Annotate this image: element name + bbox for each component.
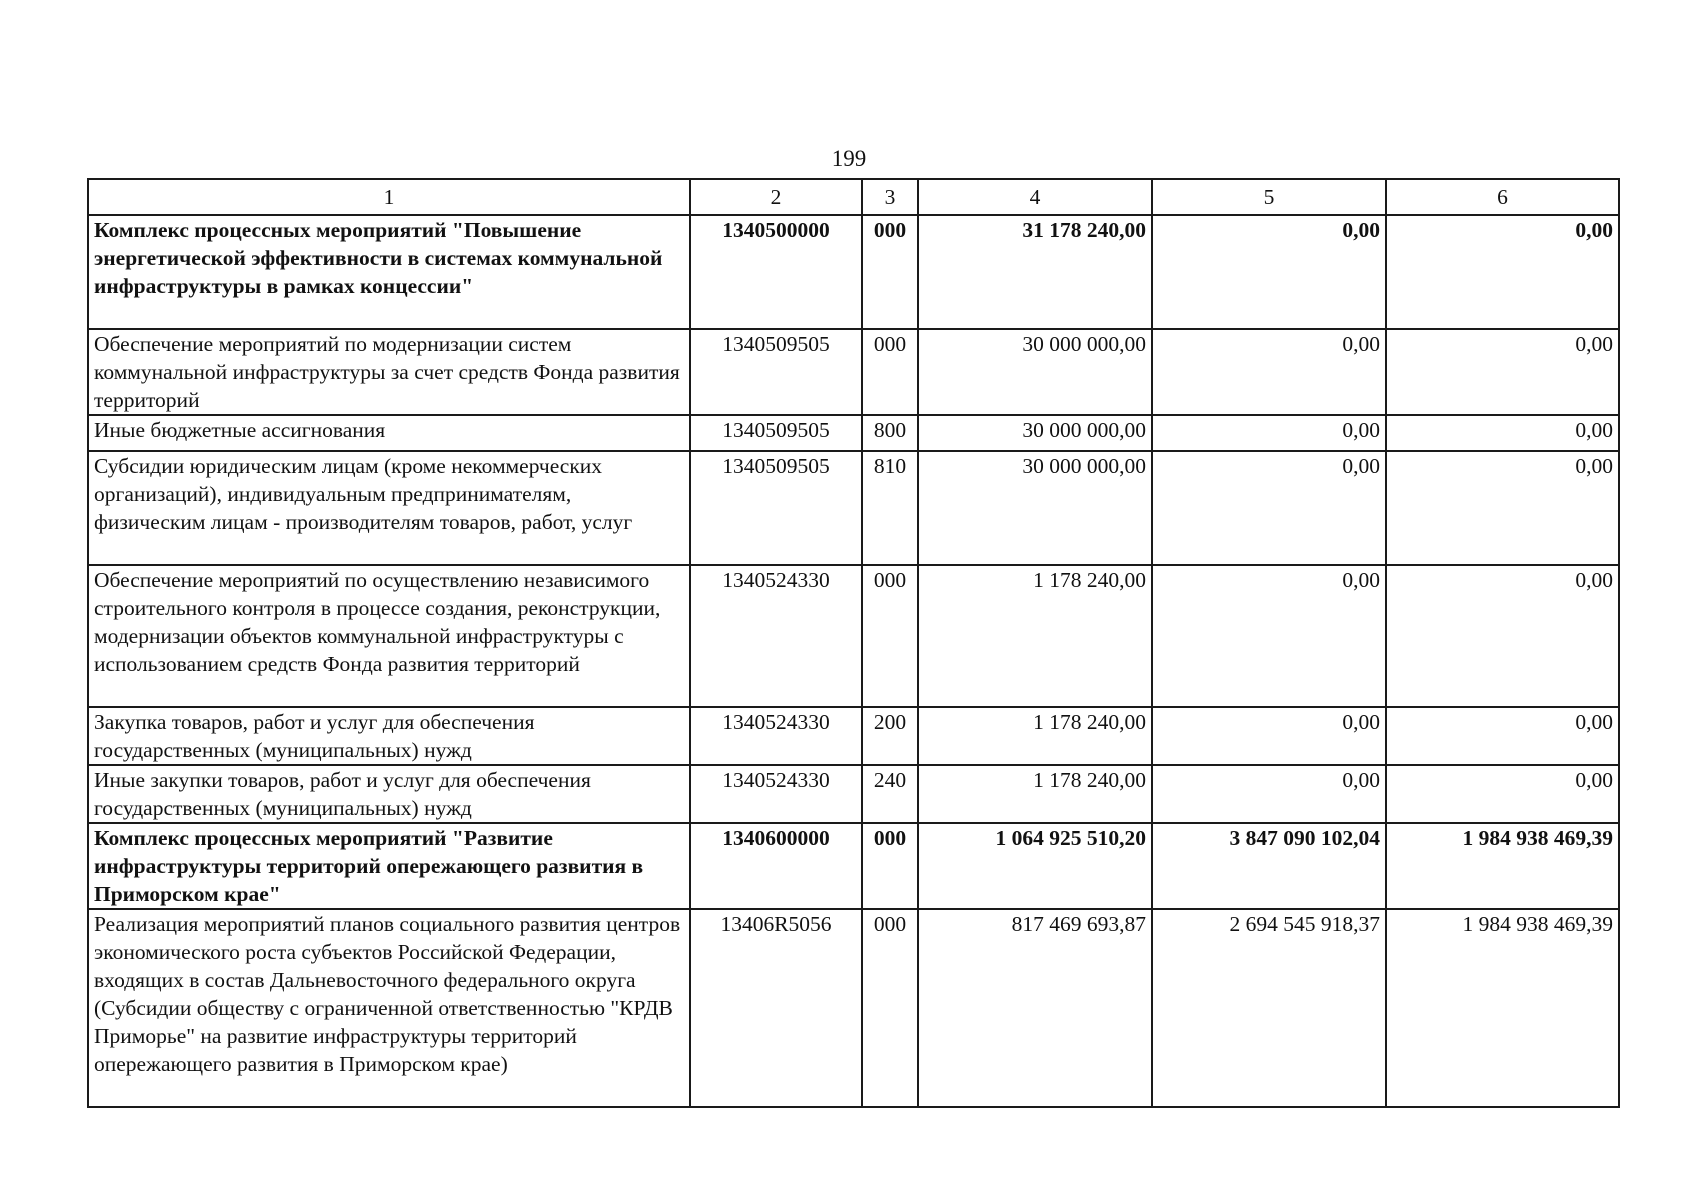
header-cell-5: 5 <box>1152 179 1386 215</box>
row-amount-col5: 0,00 <box>1152 215 1386 329</box>
row-amount-col5: 0,00 <box>1152 451 1386 565</box>
row-name: Закупка товаров, работ и услуг для обеспечения государственных (муниципальных) нужд <box>88 707 690 765</box>
row-amount-col4: 31 178 240,00 <box>918 215 1152 329</box>
row-amount-col5: 3 847 090 102,04 <box>1152 823 1386 909</box>
row-name: Обеспечение мероприятий по осуществлению независимого строительного контроля в процессе создания, реконструкции, модернизации объектов коммунальной инфраструктуры с использованием средств Фонда развития территорий <box>88 565 690 707</box>
row-name: Обеспечение мероприятий по модернизации систем коммунальной инфраструктуры за счет средств Фонда развития территорий <box>88 329 690 415</box>
row-expense-type: 000 <box>862 565 918 707</box>
table-row <box>88 823 1619 909</box>
row-target-code: 1340524330 <box>690 565 862 707</box>
row-expense-type: 000 <box>862 215 918 329</box>
row-target-code: 1340509505 <box>690 329 862 415</box>
row-amount-col6: 0,00 <box>1386 215 1619 329</box>
row-amount-col4: 1 178 240,00 <box>918 765 1152 823</box>
row-amount-col5: 0,00 <box>1152 565 1386 707</box>
budget-table <box>87 178 1620 1108</box>
row-amount-col4: 817 469 693,87 <box>918 909 1152 1107</box>
table-row <box>88 329 1619 415</box>
row-amount-col4: 30 000 000,00 <box>918 451 1152 565</box>
row-name: Реализация мероприятий планов социального развития центров экономического роста субъектов Российской Федерации, входящих в состав Дальневосточного федерального округа (Субсидии обществу с ограниченной ответственностью "КРДВ Приморье" на развитие инфраструктуры территорий опережающего развития в Приморском крае) <box>88 909 690 1107</box>
row-amount-col6: 0,00 <box>1386 565 1619 707</box>
table-row <box>88 415 1619 451</box>
header-cell-2: 2 <box>690 179 862 215</box>
header-cell-3: 3 <box>862 179 918 215</box>
row-name: Комплекс процессных мероприятий "Развитие инфраструктуры территорий опережающего развития в Приморском крае" <box>88 823 690 909</box>
row-name: Иные бюджетные ассигнования <box>88 415 690 451</box>
row-amount-col6: 1 984 938 469,39 <box>1386 909 1619 1107</box>
row-amount-col5: 2 694 545 918,37 <box>1152 909 1386 1107</box>
page-number: 199 <box>831 146 867 171</box>
row-expense-type: 000 <box>862 823 918 909</box>
table-row <box>88 909 1619 1107</box>
header-row <box>88 179 1619 215</box>
row-amount-col4: 30 000 000,00 <box>918 329 1152 415</box>
row-amount-col5: 0,00 <box>1152 329 1386 415</box>
row-amount-col6: 0,00 <box>1386 415 1619 451</box>
table-row <box>88 707 1619 765</box>
table-row <box>88 765 1619 823</box>
row-amount-col5: 0,00 <box>1152 707 1386 765</box>
row-expense-type: 240 <box>862 765 918 823</box>
row-target-code: 1340600000 <box>690 823 862 909</box>
row-name: Комплекс процессных мероприятий "Повышение энергетической эффективности в системах коммунальной инфраструктуры в рамках концессии" <box>88 215 690 329</box>
row-amount-col5: 0,00 <box>1152 415 1386 451</box>
row-amount-col6: 0,00 <box>1386 329 1619 415</box>
row-amount-col6: 0,00 <box>1386 707 1619 765</box>
row-amount-col5: 0,00 <box>1152 765 1386 823</box>
row-amount-col6: 0,00 <box>1386 451 1619 565</box>
row-amount-col6: 0,00 <box>1386 765 1619 823</box>
row-expense-type: 810 <box>862 451 918 565</box>
row-name: Иные закупки товаров, работ и услуг для обеспечения государственных (муниципальных) нужд <box>88 765 690 823</box>
row-amount-col4: 1 178 240,00 <box>918 565 1152 707</box>
row-expense-type: 000 <box>862 909 918 1107</box>
row-target-code: 1340524330 <box>690 765 862 823</box>
row-name: Субсидии юридическим лицам (кроме некоммерческих организаций), индивидуальным предпринимателям, физическим лицам - производителям товаров, работ, услуг <box>88 451 690 565</box>
header-cell-4: 4 <box>918 179 1152 215</box>
row-expense-type: 200 <box>862 707 918 765</box>
row-target-code: 1340524330 <box>690 707 862 765</box>
row-amount-col4: 30 000 000,00 <box>918 415 1152 451</box>
row-amount-col6: 1 984 938 469,39 <box>1386 823 1619 909</box>
row-target-code: 1340509505 <box>690 451 862 565</box>
header-cell-6: 6 <box>1386 179 1619 215</box>
table-row <box>88 215 1619 329</box>
table-row <box>88 451 1619 565</box>
row-expense-type: 000 <box>862 329 918 415</box>
table-row <box>88 565 1619 707</box>
row-target-code: 13406R5056 <box>690 909 862 1107</box>
row-expense-type: 800 <box>862 415 918 451</box>
header-cell-1: 1 <box>88 179 690 215</box>
row-amount-col4: 1 064 925 510,20 <box>918 823 1152 909</box>
row-amount-col4: 1 178 240,00 <box>918 707 1152 765</box>
row-target-code: 1340500000 <box>690 215 862 329</box>
row-target-code: 1340509505 <box>690 415 862 451</box>
